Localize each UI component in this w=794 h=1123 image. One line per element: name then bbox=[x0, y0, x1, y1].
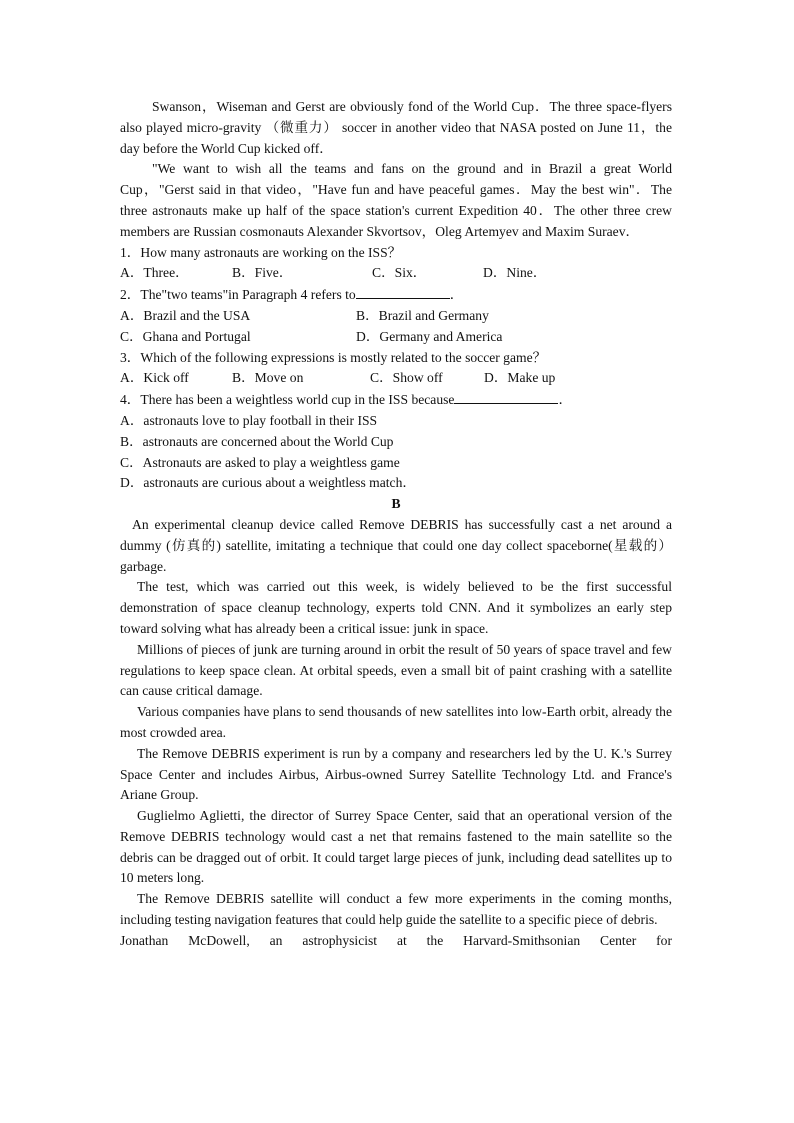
question-3-options bbox=[120, 368, 672, 389]
question-3-stem: 3．Which of the following expressions is mostly related to the soccer game？ bbox=[120, 349, 547, 365]
passage-b-paragraph-1: An experimental cleanup device called Remove DEBRIS has successfully cast a net around a dummy (仿真的) satellite, imitating a technique that could one day collect spaceborne(星载的）garbage. bbox=[120, 516, 672, 574]
question-4-stem bbox=[120, 389, 672, 411]
question-4-option-a: A．astronauts love to play football in their ISS bbox=[120, 412, 378, 428]
question-2-options-row-1 bbox=[120, 306, 672, 327]
document-page bbox=[120, 97, 672, 952]
question-2-stem bbox=[120, 284, 672, 306]
question-2-option-d: D．Germany and America bbox=[356, 328, 503, 344]
section-heading-b: B bbox=[391, 496, 401, 512]
question-4-stem-text: 4．There has been a weightless world cup in the ISS because bbox=[120, 392, 455, 408]
question-2-stem-text: 2．The"two teams"in Paragraph 4 refers to bbox=[120, 287, 356, 303]
question-1-option-b: B．Five． bbox=[232, 265, 293, 281]
passage-a-paragraph-1: Swanson，Wiseman and Gerst are obviously fond of the World Cup．The three space-flyers also played micro-gravity （微重力） soccer in another video that NASA posted on June 11，the day before the World Cup kicked off． bbox=[120, 99, 672, 156]
passage-b-paragraph-5: The Remove DEBRIS experiment is run by a company and researchers led by the U. K.'s Surrey Space Center and includes Airbus, Airbus-owned Surrey Satellite Technology Ltd. and France's Ariane Group. bbox=[120, 745, 672, 803]
question-3-option-a: A．Kick off bbox=[120, 370, 189, 386]
answer-blank bbox=[454, 389, 558, 404]
question-1-stem: 1．How many astronauts are working on the ISS？ bbox=[120, 244, 402, 260]
question-4-option-d: D．astronauts are curious about a weightless match． bbox=[120, 475, 416, 491]
question-2-option-c: C．Ghana and Portugal bbox=[120, 328, 251, 344]
question-2-option-b: B．Brazil and Germany bbox=[356, 307, 489, 323]
question-1-options bbox=[120, 263, 672, 284]
question-2-stem-end: ． bbox=[449, 287, 464, 303]
passage-b-paragraph-6: Guglielmo Aglietti, the director of Surrey Space Center, said that an operational version of the Remove DEBRIS technology would cast a net that remains fastened to the main satellite so the debris can be dragged out of orbit. It could target large pieces of junk, including dead satellites up to 10 meters long. bbox=[120, 808, 672, 886]
question-2-options-row-2 bbox=[120, 327, 672, 348]
question-2-option-a: A．Brazil and the USA bbox=[120, 307, 251, 323]
question-3-option-c: C．Show off bbox=[370, 370, 443, 386]
passage-b-paragraph-3: Millions of pieces of junk are turning around in orbit the result of 50 years of space travel and few regulations to keep space clean. At orbital speeds, even a small bit of paint crashing with a satellite can cause critical damage. bbox=[120, 641, 672, 699]
question-4-option-c: C．Astronauts are asked to play a weightless game bbox=[120, 454, 400, 470]
passage-b-paragraph-4: Various companies have plans to send thousands of new satellites into low-Earth orbit, already the most crowded area. bbox=[120, 704, 672, 740]
passage-b-paragraph-7: The Remove DEBRIS satellite will conduct a few more experiments in the coming months, including testing navigation features that could help guide the satellite to a specific piece of debris. bbox=[120, 891, 672, 928]
answer-blank bbox=[356, 284, 450, 299]
question-1-option-c: C．Six． bbox=[372, 265, 427, 281]
question-4-stem-end: ． bbox=[558, 392, 573, 408]
passage-a-paragraph-2: "We want to wish all the teams and fans on the ground and in Brazil a great World Cup，"Gerst said in that video，"Have fun and have peaceful games．May the best win"．The three astronauts make up half of the space station's current Expedition 40．The other three crew members are Russian cosmonauts Alexander Skvortsov，Oleg Artemyev and Maxim Suraev． bbox=[120, 161, 672, 239]
passage-b-paragraph-2: The test, which was carried out this week, is widely believed to be the first successful demonstration of space cleanup technology, experts told CNN. And it symbolizes an early step toward solving what has already been a critical issue: junk in space. bbox=[120, 579, 672, 636]
question-3-option-d: D．Make up bbox=[484, 370, 556, 386]
question-4-option-b: B．astronauts are concerned about the World Cup bbox=[120, 433, 394, 449]
question-1-option-d: D．Nine． bbox=[483, 265, 547, 281]
question-1-option-a: A．Three． bbox=[120, 265, 189, 281]
question-3-option-b: B．Move on bbox=[232, 370, 304, 386]
passage-b-paragraph-8: Jonathan McDowell, an astrophysicist at the Harvard-Smithsonian Center for bbox=[120, 932, 672, 948]
